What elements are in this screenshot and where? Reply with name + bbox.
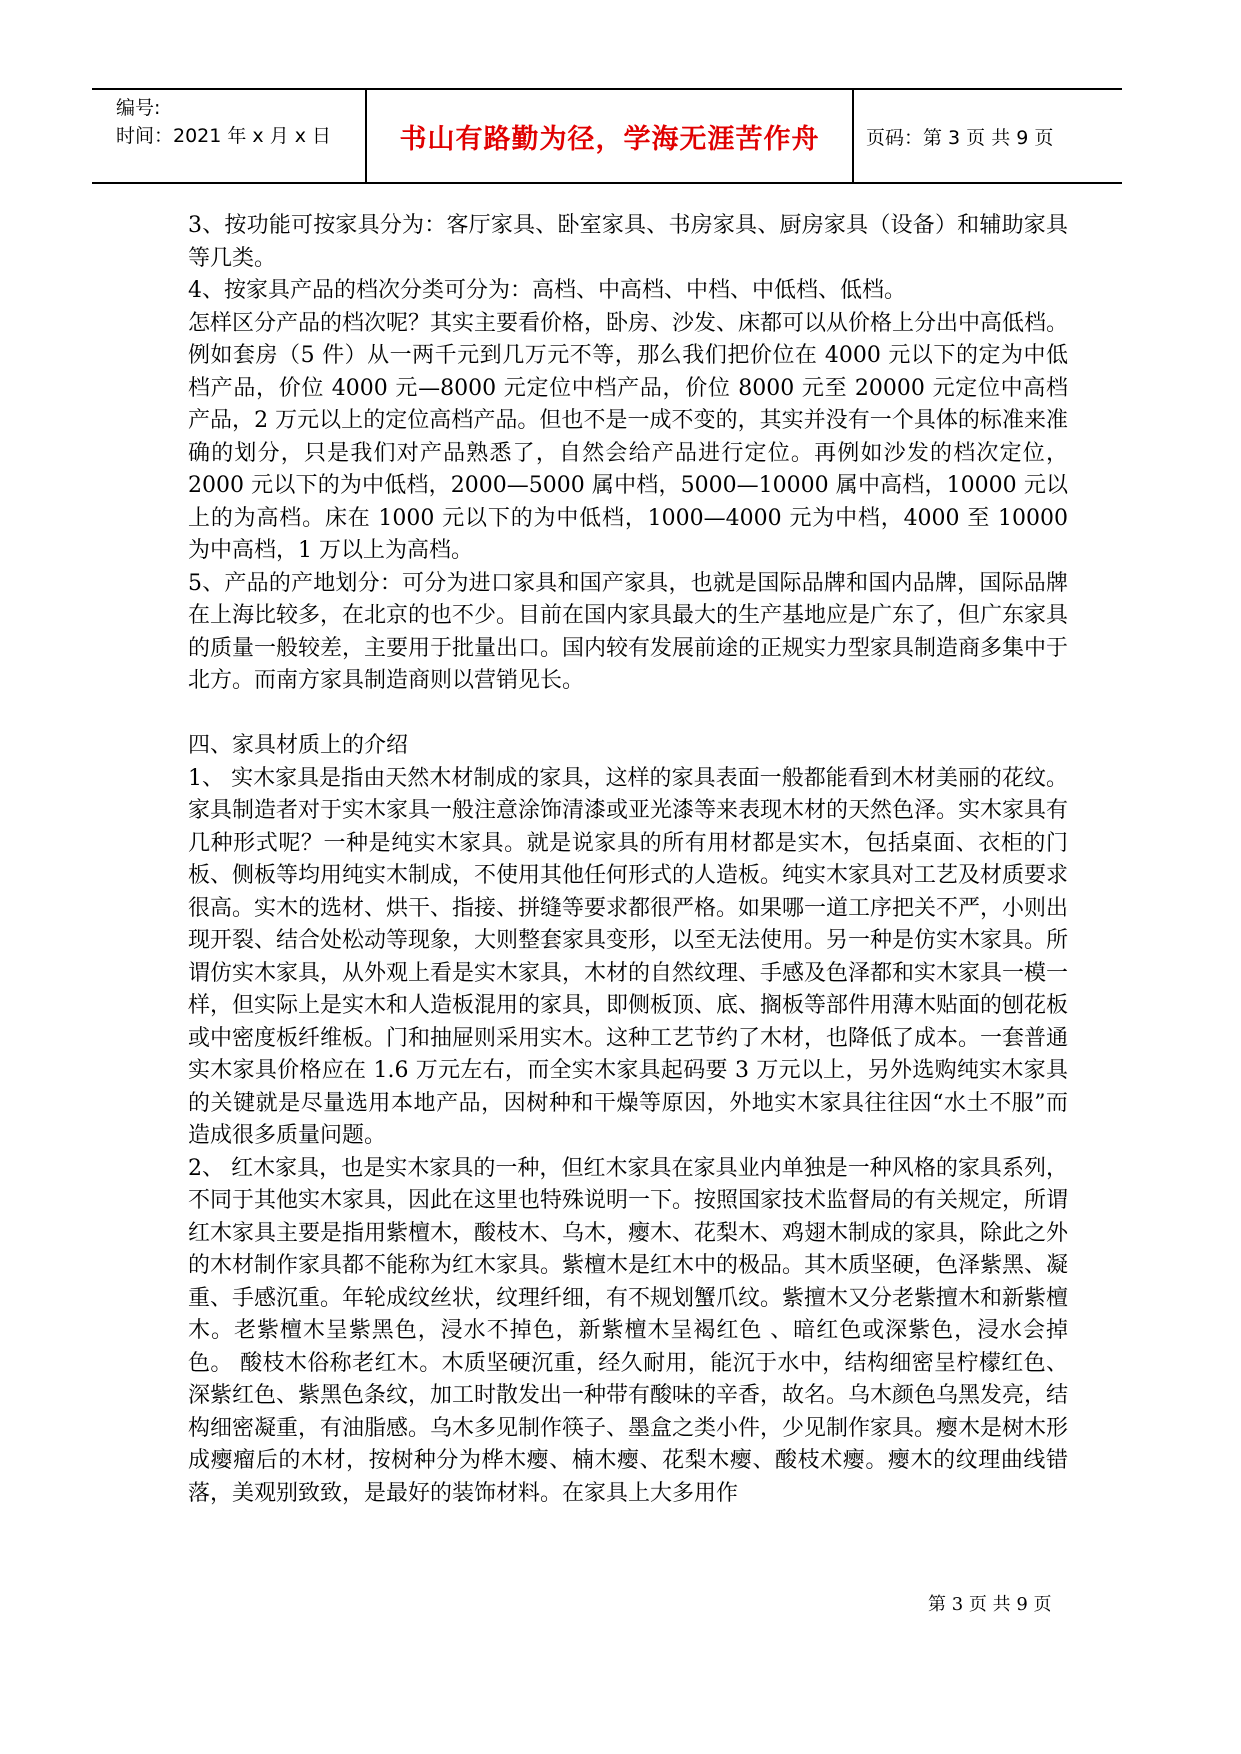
document-header — [92, 88, 1122, 184]
paragraph-redwood: 2、 红木家具，也是实木家具的一种，但红木家具在家具业内单独是一种风格的家具系列，不同于其他实木家具，因此在这里也特殊说明一下。按照国家技术监督局的有关规定，所谓红木家具主要是指用紫檀木，酸枝木、乌木，瘿木、花梨木、鸡翅木制成的家具，除此之外的木材制作家具都不能称为红木家具。紫檀木是红木中的极品。其木质坚硬，色泽紫黑、凝重、手感沉重。年轮成纹丝状，纹理纤细，有不规划蟹爪纹。紫擅木又分老紫擅木和新紫檀木。老紫檀木呈紫黑色，浸水不掉色，新紫檀木呈褐红色 、暗红色或深紫色，浸水会掉色。 酸枝木俗称老红木。木质坚硬沉重，经久耐用，能沉于水中，结构细密呈柠檬红色、深紫红色、紫黑色条纹，加工时散发出一种带有酸味的辛香，故名。乌木颜色乌黑发亮，结构细密凝重，有油脂感。乌木多见制作筷子、墨盒之类小件，少见制作家具。瘿木是树木形成瘿瘤后的木材，按树种分为桦木瘿、楠木瘿、花梨木瘿、酸枝术瘿。瘿木的纹理曲线错落，美观别致致，是最好的装饰材料。在家具上大多用作 — [188, 1155, 1069, 1506]
document-number-label: 编号: — [116, 97, 161, 119]
paragraph-grade-explanation: 怎样区分产品的档次呢？其实主要看价格，卧房、沙发、床都可以从价格上分出中高低档。例如套房（5 件）从一两千元到几万元不等，那么我们把价位在 4000 元以下的定为中低档产品，价位 4000 元—8000 元定位中档产品，价位 8000 元至 20000 元定位中高档产品，2 万元以上的定位高档产品。但也不是一成不变的，其实并没有一个具体的标准来准确的划分，只是我们对产品熟悉了，自然会给产品进行定位。再例如沙发的档次定位，2000 元以下的为中低档，2000—5000 属中档，5000—10000 属中高档，10000 元以上的为高档。床在 1000 元以下的为中低档，1000—4000 元为中档，4000 至 10000 为中高档，1 万以上为高档。 — [188, 310, 1069, 563]
paragraph-grade-classification: 4、按家具产品的档次分类可分为：高档、中高档、中档、中低档、低档。 — [188, 278, 906, 303]
header-meta — [92, 90, 367, 182]
page-footer: 第 3 页 共 9 页 — [928, 1594, 1052, 1615]
document-body — [188, 210, 1068, 1510]
document-time-label: 时间：2021 年 x 月 x 日 — [116, 125, 332, 147]
paragraph-spacer — [188, 698, 1068, 731]
header-motto: 书山有路勤为径，学海无涯苦作舟 — [367, 90, 854, 182]
paragraph-solid-wood: 1、 实木家具是指由天然木材制成的家具，这样的家具表面一般都能看到木材美丽的花纹。家具制造者对于实木家具一般注意涂饰清漆或亚光漆等来表现木材的天然色泽。实木家具有几种形式呢？一种是纯实木家具。就是说家具的所有用材都是实木，包括桌面、衣柜的门板、侧板等均用纯实木制成，不使用其他任何形式的人造板。纯实木家具对工艺及材质要求很高。实木的选材、烘干、指接、拼缝等要求都很严格。如果哪一道工序把关不严，小则出现开裂、结合处松动等现象，大则整套家具变形，以至无法使用。另一种是仿实木家具。所谓仿实木家具，从外观上看是实木家具，木材的自然纹理、手感及色泽都和实木家具一模一样，但实际上是实木和人造板混用的家具，即侧板顶、底、搁板等部件用薄木贴面的刨花板或中密度板纤维板。门和抽屉则采用实木。这种工艺节约了木材，也降低了成本。一套普通实木家具价格应在 1.6 万元左右，而全实木家具起码要 3 万元以上，另外选购纯实木家具的关键就是尽量选用本地产品，因树种和干燥等原因，外地实木家具往往因“水土不服”而造成很多质量问题。 — [188, 765, 1069, 1148]
section-title: 四、家具材质上的介绍 — [188, 733, 409, 758]
header-page-number: 页码：第 3 页 共 9 页 — [866, 126, 1054, 149]
paragraph-origin-classification: 5、产品的产地划分：可分为进口家具和国产家具，也就是国际品牌和国内品牌，国际品牌在上海比较多，在北京的也不少。目前在国内家具最大的生产基地应是广东了，但广东家具的质量一般较差，主要用于批量出口。国内较有发展前途的正规实力型家具制造商多集中于北方。而南方家具制造商则以营销见长。 — [188, 570, 1069, 693]
paragraph-function-classification: 3、按功能可按家具分为：客厅家具、卧室家具、书房家具、厨房家具（设备）和辅助家具等几类。 — [188, 213, 1068, 271]
